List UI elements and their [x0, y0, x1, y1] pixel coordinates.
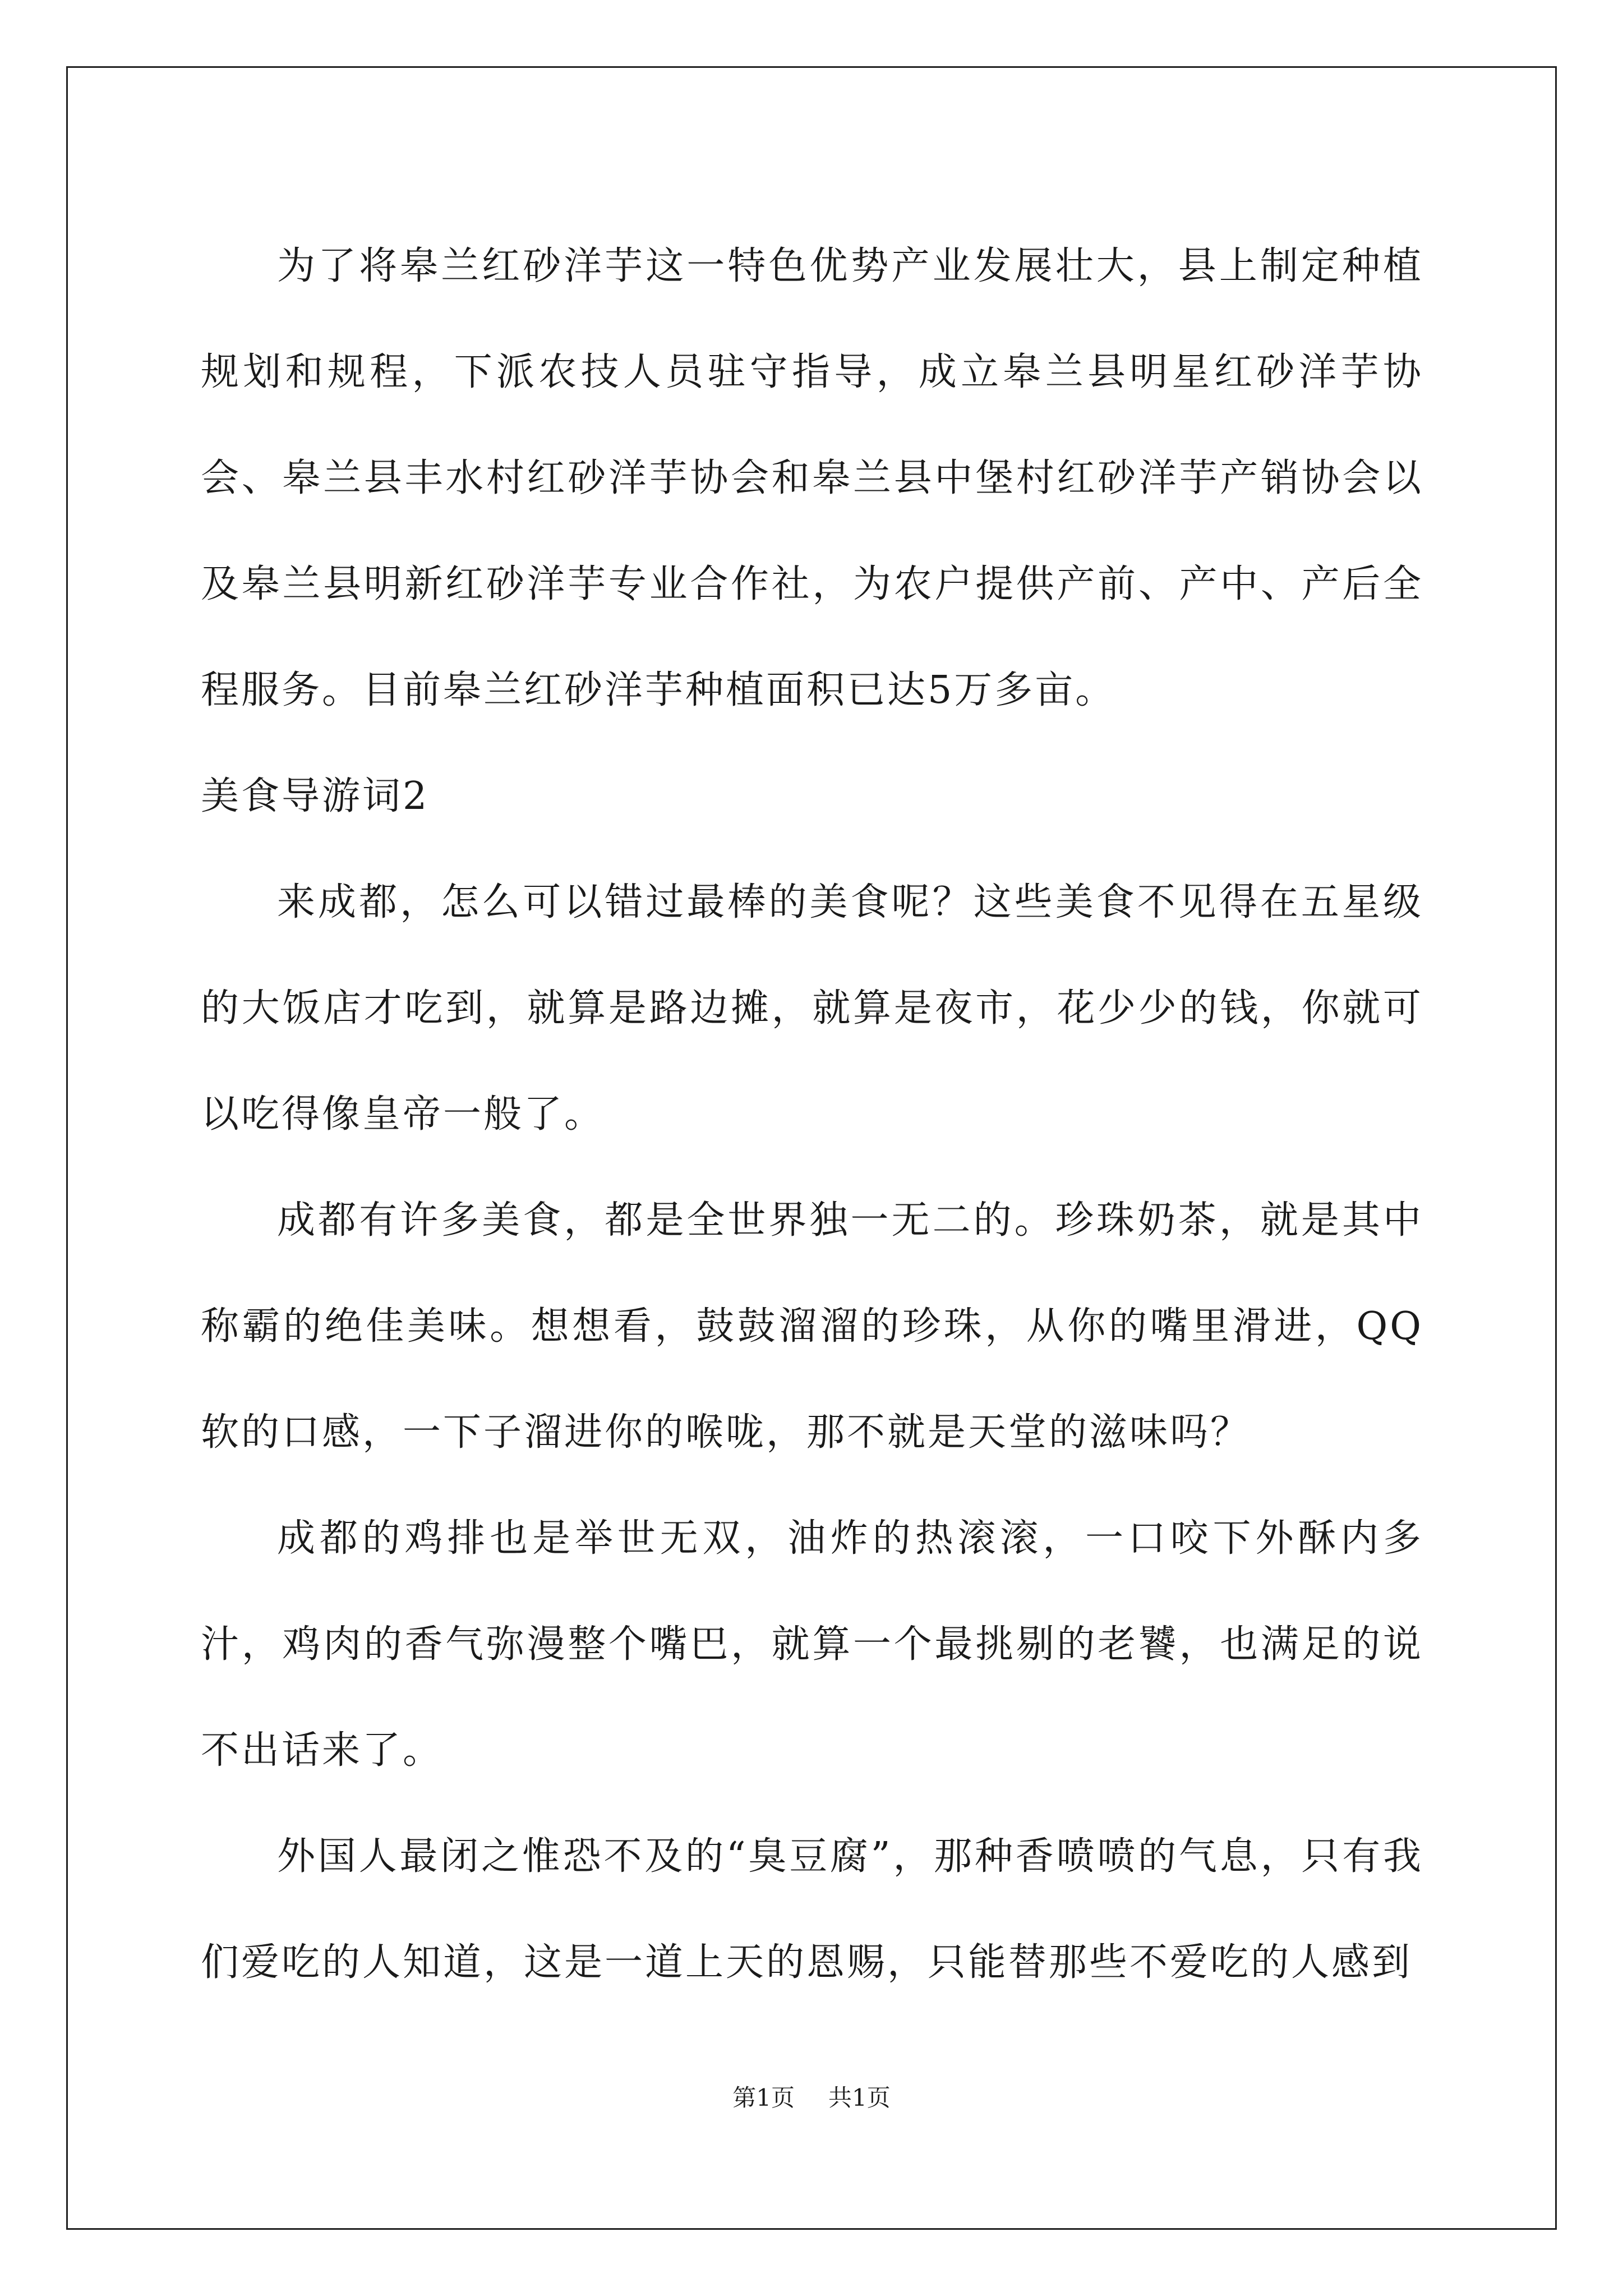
page-footer: [0, 2081, 1623, 2115]
paragraph: 成都有许多美食，都是全世界独一无二的。珍珠奶茶，就是其中称霸的绝佳美味。想想看，鼓鼓溜溜的珍珠，从你的嘴里滑进，QQ软的口感，一下子溜进你的喉咙，那不就是天堂的滋味吗？: [201, 1198, 1423, 1455]
paragraph: 为了将皋兰红砂洋芋这一特色优势产业发展壮大，县上制定种植规划和规程，下派农技人员驻守指导，成立皋兰县明星红砂洋芋协会、皋兰县丰水村红砂洋芋协会和皋兰县中堡村红砂洋芋产销协会以及皋兰县明新红砂洋芋专业合作社，为农户提供产前、产中、产后全程服务。目前皋兰红砂洋芋种植面积已达5万多亩。: [201, 244, 1423, 712]
page-number: 第1页: [732, 2084, 795, 2111]
paragraph: 外国人最闭之惟恐不及的“臭豆腐”，那种香喷喷的气息，只有我们爱吃的人知道，这是一道上天的恩赐，只能替那些不爱吃的人感到: [201, 1834, 1423, 1985]
paragraph: 来成都，怎么可以错过最棒的美食呢？这些美食不见得在五星级的大饭店才吃到，就算是路边摊，就算是夜市，花少少的钱，你就可以吃得像皇帝一般了。: [201, 880, 1423, 1137]
page-total: 共1页: [828, 2084, 891, 2111]
document-body: [201, 213, 1423, 2016]
section-heading: 美食导游词2: [201, 774, 430, 818]
paragraph: 成都的鸡排也是举世无双，油炸的热滚滚，一口咬下外酥内多汁，鸡肉的香气弥漫整个嘴巴，就算一个最挑剔的老饕，也满足的说不出话来了。: [201, 1516, 1423, 1773]
